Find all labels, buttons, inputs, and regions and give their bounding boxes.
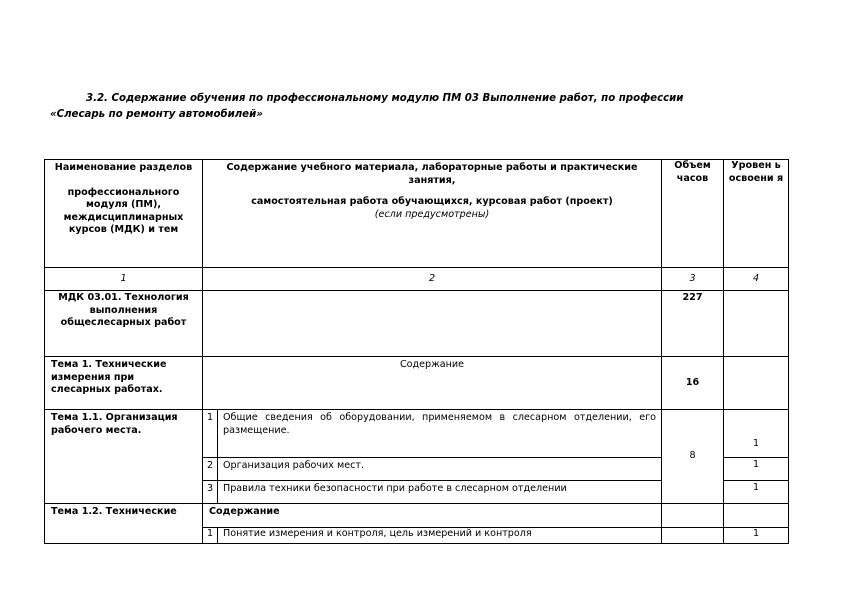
heading-line-2: «Слесарь по ремонту автомобилей»: [50, 109, 263, 120]
header-level: [724, 160, 789, 268]
column-numbers-row: [45, 268, 789, 291]
item-level: 1: [724, 481, 789, 504]
topic12-title: Тема 1.2. Технические: [45, 504, 203, 544]
item-text: Понятие измерения и контроля, цель измерений и контроля: [218, 528, 662, 544]
header-hours: [662, 160, 724, 268]
header-level-label: Уровен ь освоени я: [728, 160, 784, 184]
mdk-level: [724, 291, 789, 357]
heading-line-1: 3.2. Содержание обучения по профессиональному модулю ПМ 03 Выполнение работ, по профессии: [86, 93, 684, 104]
header-content: [203, 160, 662, 268]
item-number: 1: [203, 528, 218, 544]
column-number: 3: [662, 268, 724, 291]
mdk-content: [203, 291, 662, 357]
item-hours: [662, 528, 724, 544]
item-number: 1: [203, 410, 218, 458]
topic1-title: Тема 1. Технические измерения при слесарных работах.: [45, 357, 203, 410]
header-content-line-3: (если предусмотрены): [374, 208, 490, 220]
topic12-content-label: Содержание: [203, 504, 662, 528]
column-number: 2: [203, 268, 662, 291]
header-hours-label: Объем часов: [674, 160, 711, 184]
topic11-hours: 8: [662, 410, 724, 504]
topic12-level: [724, 504, 789, 528]
mdk-title: МДК 03.01. Технология выполнения общеслесарных работ: [45, 291, 203, 357]
mdk-hours: 227: [662, 291, 724, 357]
header-sections: [45, 160, 203, 268]
item-text: Правила техники безопасности при работе в слесарном отделении: [218, 481, 662, 504]
topic1-row: [45, 357, 789, 410]
table-header-row: [45, 160, 789, 268]
column-number: 4: [724, 268, 789, 291]
table-row: [45, 504, 789, 528]
item-level: 1: [724, 528, 789, 544]
topic1-level: [724, 357, 789, 410]
header-sections-bottom: профессионального модуля (ПМ), междисциплинарных курсов (МДК) и тем: [63, 186, 184, 235]
item-level: 1: [724, 458, 789, 481]
header-sections-top: Наименование разделов: [54, 162, 193, 173]
item-text: Организация рабочих мест.: [218, 458, 662, 481]
topic1-content-label: Содержание: [203, 357, 662, 410]
topic1-hours: 16: [662, 357, 724, 410]
table-row: [45, 410, 789, 458]
topic11-title: Тема 1.1. Организация рабочего места.: [45, 410, 203, 504]
item-level: 1: [724, 410, 789, 458]
column-number: 1: [45, 268, 203, 291]
header-content-line-1: Содержание учебного материала, лабораторные работы и практические занятия,: [226, 162, 638, 186]
item-number: 2: [203, 458, 218, 481]
topic12-hours: [662, 504, 724, 528]
section-heading: [50, 91, 750, 123]
item-text: Общие сведения об оборудовании, применяемом в слесарном отделении, его размещение.: [218, 410, 662, 458]
mdk-row: [45, 291, 789, 357]
item-number: 3: [203, 481, 218, 504]
curriculum-table: [44, 159, 789, 544]
header-content-line-2: самостоятельная работа обучающихся, курсовая работ (проект): [251, 196, 613, 207]
